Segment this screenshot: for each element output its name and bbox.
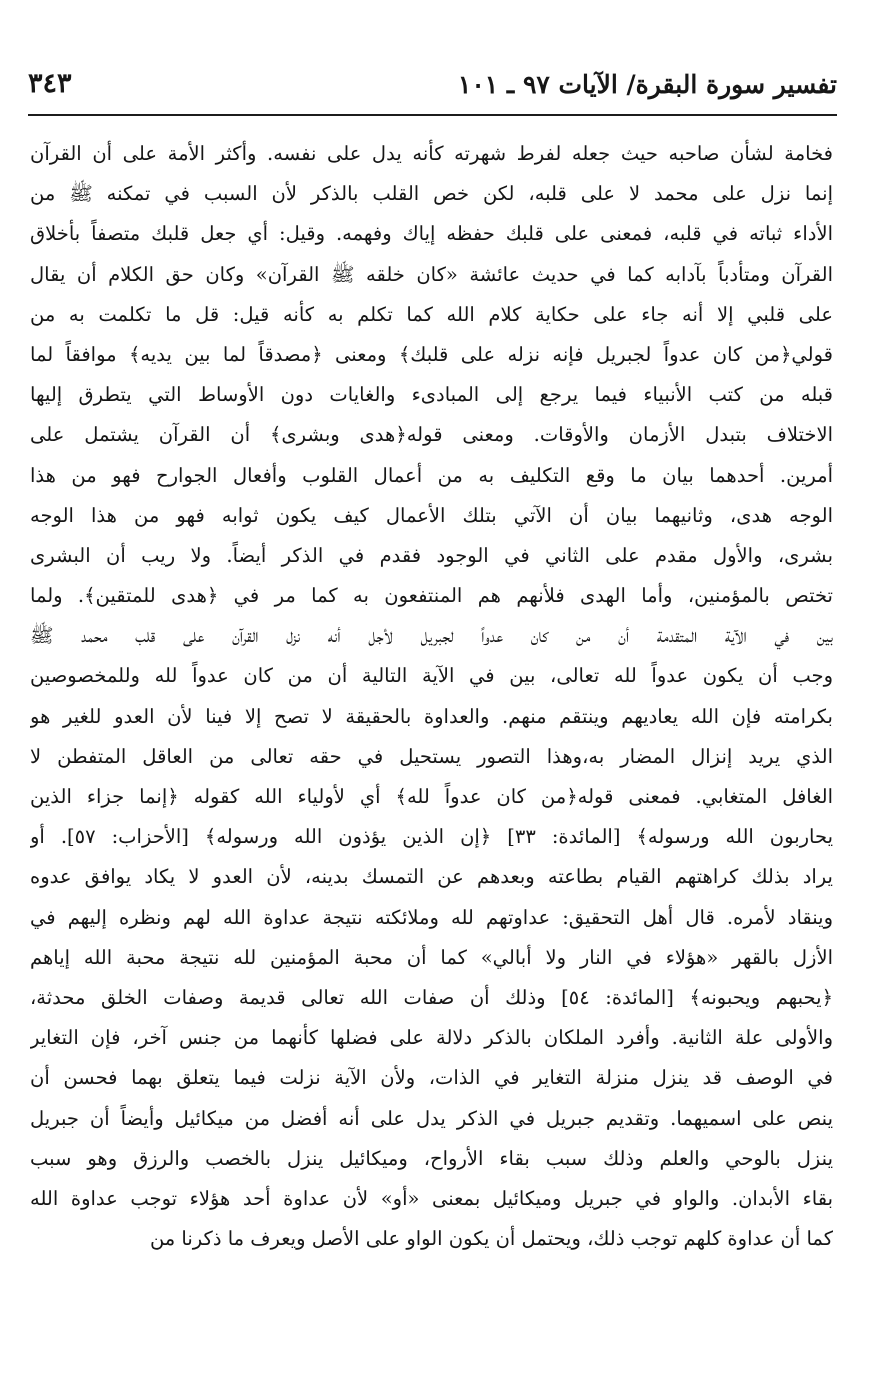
text-line: قبله من كتب الأنبياء فيما يرجع إلى المبادىء والغايات دون الأوساط التي يتطرق إليها	[30, 383, 833, 407]
text-line: ينص على اسميهما. وتقديم جبريل في الذكر يدل على أنه أفضل من ميكائيل وأيضاً أن جبريل	[30, 1106, 833, 1130]
text-line: تختص بالمؤمنين، وأما الهدى فلأنهم هم المنتفعون به كما مر في ﴿هدى للمتقين﴾. ولما	[30, 584, 833, 608]
text-line: الأزل بالقهر «هؤلاء في النار ولا أبالي» كما أن محبة المؤمنين لله نتيجة محبة الله إياهم	[30, 945, 833, 969]
page-header	[28, 62, 837, 116]
text-line: الاختلاف بتبدل الأزمان والأوقات. ومعنى قوله﴿هدى وبشرى﴾ أن القرآن يشتمل على	[30, 423, 833, 447]
text-line: بكرامته فإن الله يعاديهم وينتقم منهم. والعداوة بالحقيقة لا تصح إلا فينا لأن العدو للغير هو	[30, 704, 833, 728]
text-line: كما أن عداوة كلهم توجب ذلك، ويحتمل أن يكون الواو على الأصل ويعرف ما ذكرنا من	[149, 1227, 833, 1251]
text-line: قولي﴿من كان عدواً لجبريل فإنه نزله على قلبك﴾ ومعنى ﴿مصدقاً لما بين يديه﴾ موافقاً لما	[30, 342, 833, 366]
text-line: بين في الآية المتقدمة أن من كان عدواً لجبريل لأجل أنه نزل القرآن على قلب محمد ﷺ	[30, 624, 833, 648]
text-line: أمرين. أحدهما بيان ما وقع التكليف به من أعمال القلوب وأفعال الجوارح فهو من هذا	[30, 463, 833, 487]
text-line: وجب أن يكون عدواً لله تعالى، بين في الآية التالية أن من كان عدواً لله وللمخصوصين	[30, 664, 833, 688]
text-line: يراد بذلك كراهتهم القيام بطاعته وبعدهم عن التمسك بدينه، لأن العدو لا يكاد يوافق عدوه	[30, 865, 833, 889]
running-title: تفسير سورة البقرة/ الآيات ٩٧ ـ ١٠١	[457, 70, 837, 99]
text-line: الأداء ثباته في قلبه، فمعنى على قلبك حفظه إياك وفهمه. وقيل: أي جعل قلبك متصفاً بأخلاق	[30, 222, 833, 246]
text-line: والأولى علة الثانية. وأفرد الملكان بالذكر دلالة على فضلها كأنهما من جنس آخر، فإن التغاير	[30, 1026, 833, 1050]
text-line: الغافل المتغابي. فمعنى قوله﴿من كان عدواً لله﴾ أي لأولياء الله كقوله ﴿إنما جزاء الذين	[30, 785, 833, 808]
text-line: على قلبي إلا أنه جاء على حكاية كلام الله كما تكلم به كأنه قيل: قل ما تكلمت به من	[30, 302, 833, 326]
text-line: ينزل بالوحي والعلم وذلك سبب بقاء الأرواح، وميكائيل ينزل بالخصب والرزق وهو سبب	[30, 1146, 833, 1170]
text-line: يحاربون الله ورسوله﴾ [المائدة: ٣٣] ﴿إن الذين يؤذون الله ورسوله﴾ [الأحزاب: ٥٧]. أو	[30, 825, 833, 849]
page-number: ٣٤٣	[28, 68, 72, 99]
text-line: في الوصف قد ينزل منزلة التغاير في الذات، ولأن الآية نزلت فيما يتعلق بهما فحسن أن	[30, 1066, 833, 1090]
text-line: الذي يريد إنزال المضار به،وهذا التصور يستحيل في حقه تعالى من العاقل المتفطن لا	[30, 744, 833, 768]
text-line: الوجه هدى، وثانيهما بيان أن الآتي بتلك الأعمال كيف يكون ثوابه فهو من هذا الوجه	[30, 503, 833, 527]
body-text	[30, 134, 833, 1259]
text-line: فخامة لشأن صاحبه حيث جعله لفرط شهرته كأنه يدل على نفسه. وأكثر الأمة على أن القرآن	[30, 142, 833, 165]
text-line: إنما نزل على محمد لا على قلبه، لكن خص القلب بالذكر لأن السبب في تمكنه ﷺ من	[30, 182, 833, 206]
text-line: ﴿يحبهم ويحبونه﴾ [المائدة: ٥٤] وذلك أن صفات الله تعالى قديمة وصفات الخلق محدثة،	[30, 985, 833, 1009]
text-line: القرآن ومتأدباً بآدابه كما في حديث عائشة «كان خلقه ﷺ القرآن» وكان حق الكلام أن يقال	[30, 262, 833, 286]
text-line: بقاء الأبدان. والواو في جبريل وميكائيل بمعنى «أو» لأن عداوة أحد هؤلاء توجب عداوة الله	[30, 1186, 833, 1210]
text-line: بشرى، والأول مقدم على الثاني في الوجود فقدم في الذكر أيضاً. ولا ريب أن البشرى	[30, 543, 833, 567]
text-line: وينقاد لأمره. قال أهل التحقيق: عداوتهم لله وملائكته نتيجة عداوة الله لهم ونظره إليهم في	[30, 905, 833, 929]
